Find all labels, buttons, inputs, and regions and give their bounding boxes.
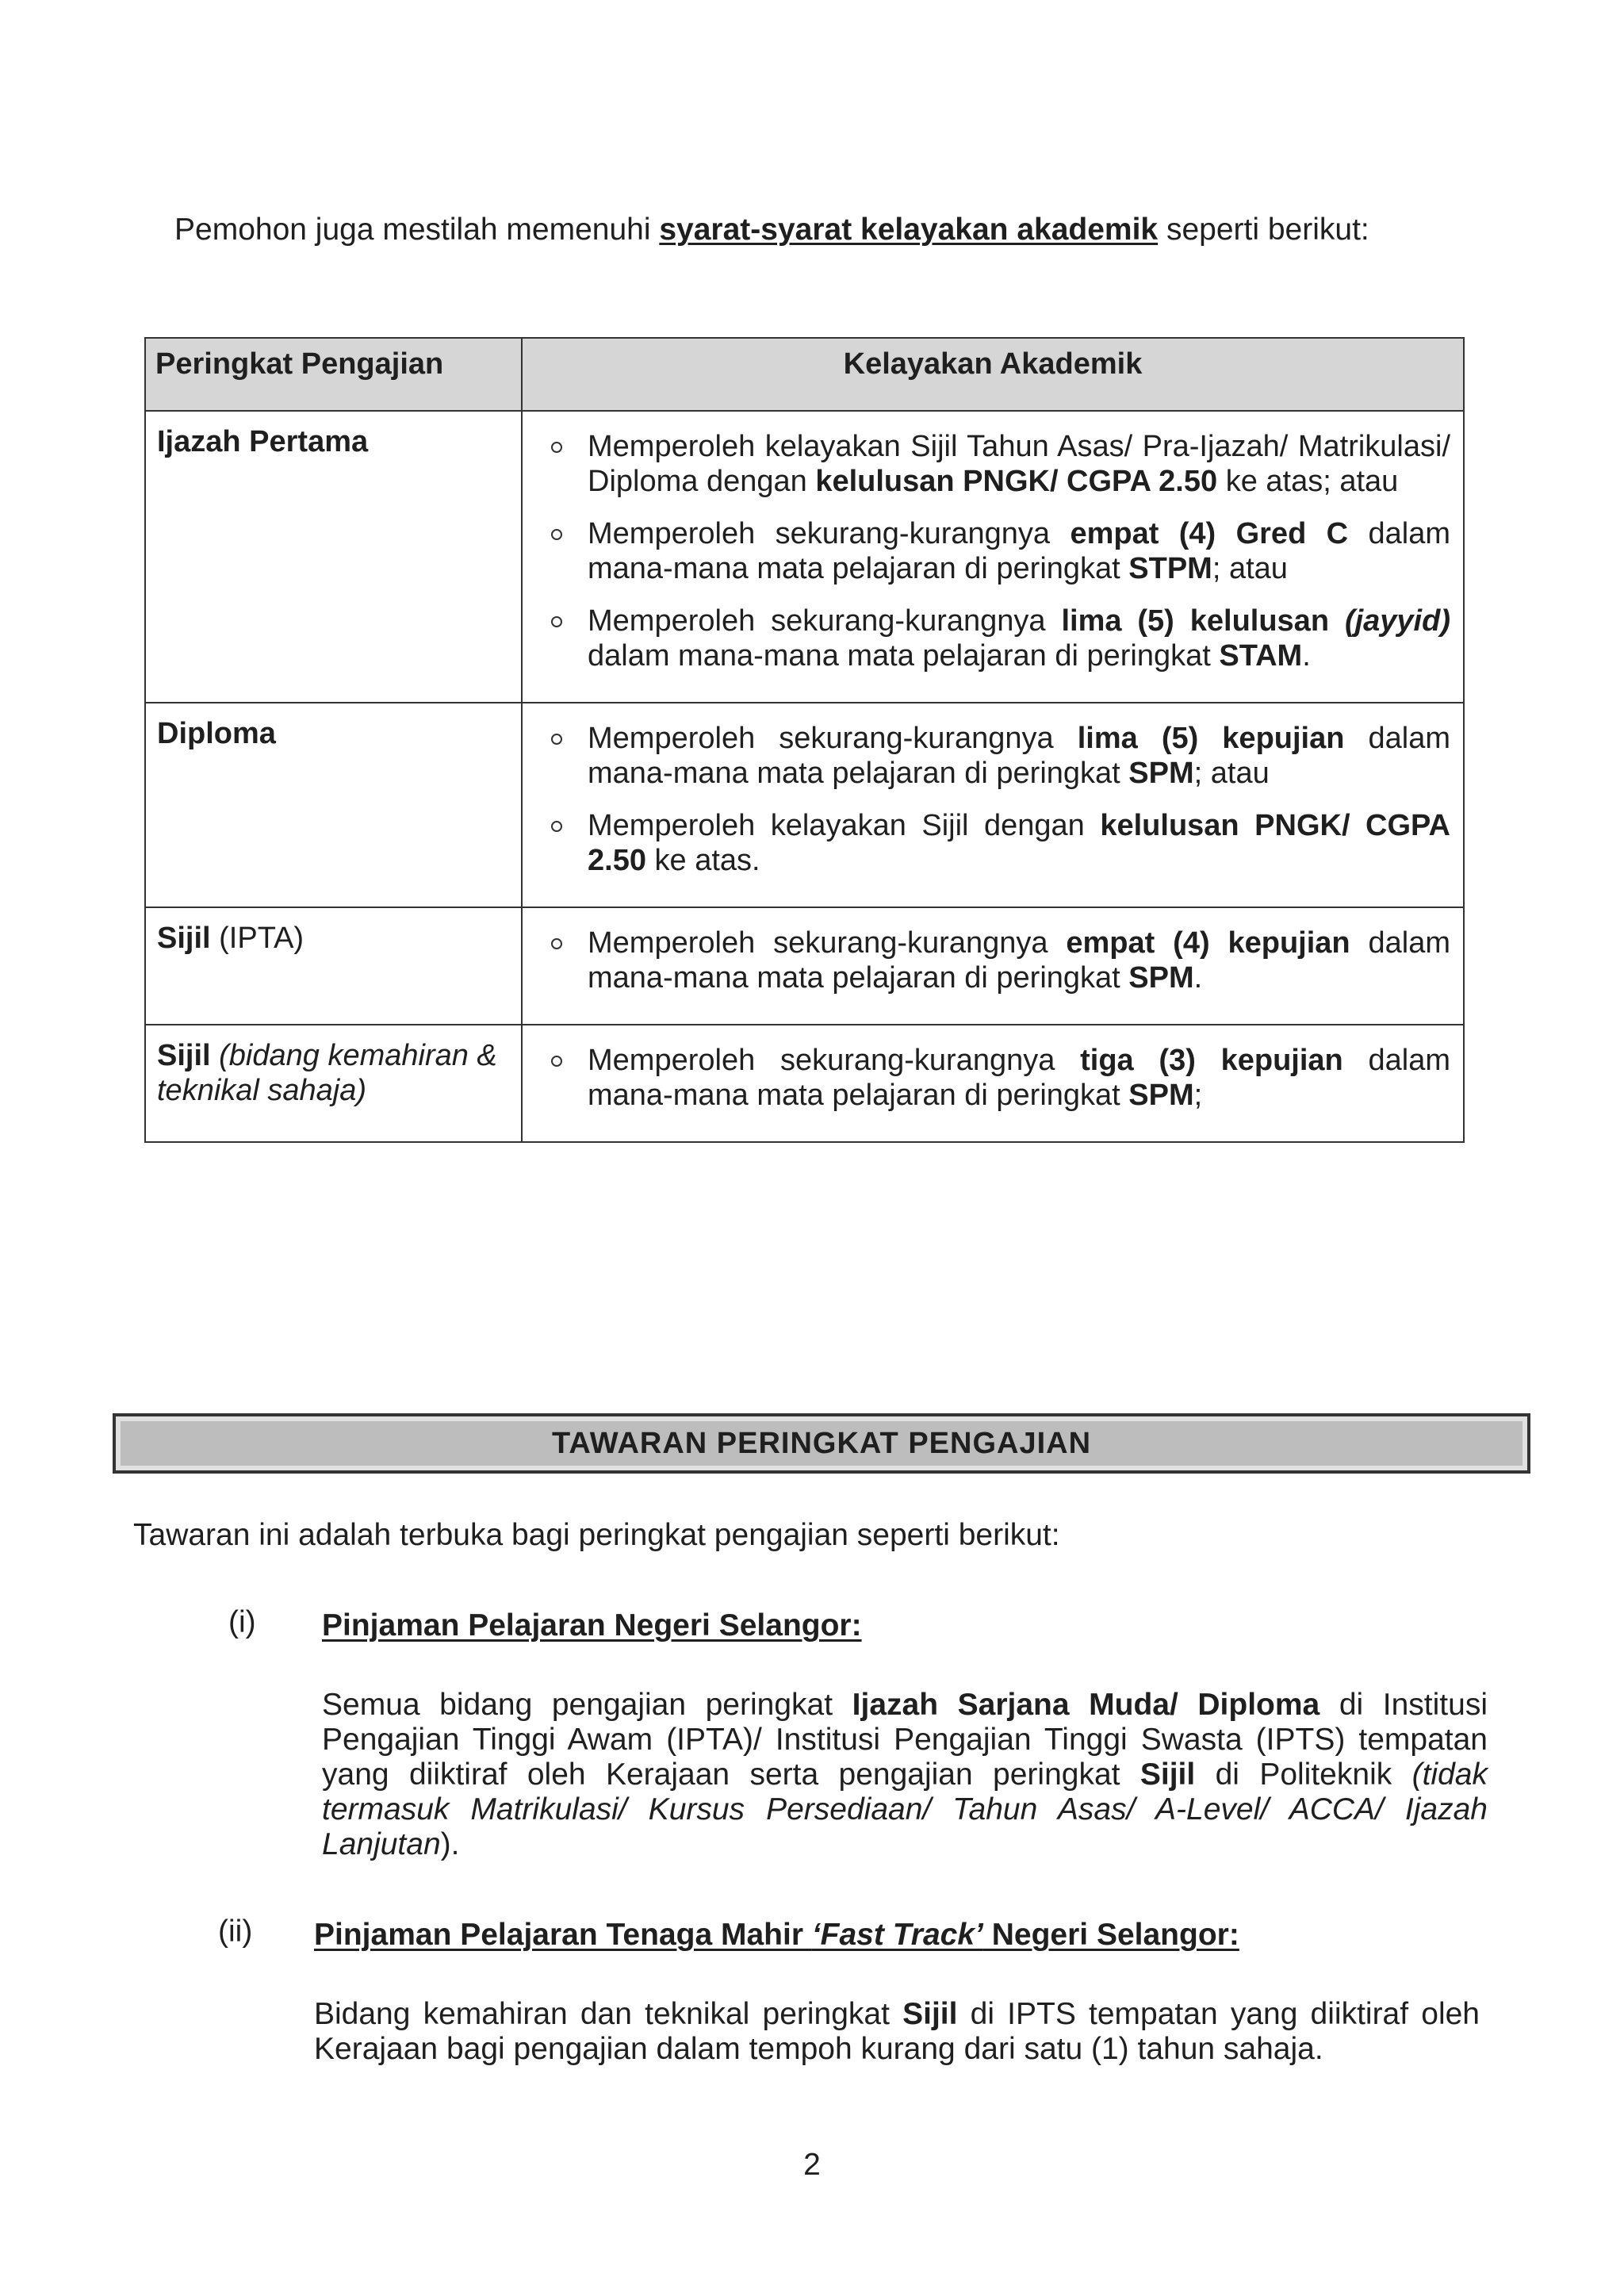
criteria-item: Memperoleh sekurang-kurangnya tiga (3) kepujian dalam mana-mana mata pelajaran di peringkat SPM; — [538, 1043, 1450, 1113]
table-row — [145, 703, 1464, 907]
page-number: 2 — [803, 2148, 821, 2182]
criteria-cell — [522, 703, 1464, 907]
intro-paragraph — [174, 213, 1451, 247]
section-number: (ii) — [218, 1915, 253, 1949]
level-cell: Ijazah Pertama — [145, 411, 522, 703]
section-title: Pinjaman Pelajaran Negeri Selangor: — [322, 1608, 862, 1642]
table-row — [145, 411, 1464, 703]
criteria-item: Memperoleh kelayakan Sijil dengan kelulusan PNGK/ CGPA 2.50 ke atas. — [538, 808, 1450, 878]
level-cell: Sijil (bidang kemahiran & teknikal sahaja) — [145, 1025, 522, 1142]
column-header-level: Peringkat Pengajian — [145, 338, 522, 411]
section-body: Bidang kemahiran dan teknikal peringkat Sijil di IPTS tempatan yang diiktiraf oleh Kerajaan bagi pengajian dalam tempoh kurang dari satu (1) tahun sahaja. — [314, 1997, 1480, 2066]
criteria-item: Memperoleh sekurang-kurangnya lima (5) kepujian dalam mana-mana mata pelajaran di peringkat SPM; atau — [538, 721, 1450, 791]
section-number: (i) — [228, 1605, 256, 1639]
section-banner: TAWARAN PERINGKAT PENGAJIAN — [113, 1413, 1530, 1474]
criteria-cell — [522, 411, 1464, 703]
column-header-qualification: Kelayakan Akademik — [522, 338, 1464, 411]
intro-text-end: seperti berikut: — [1158, 213, 1369, 247]
offer-intro: Tawaran ini adalah terbuka bagi peringkat pengajian seperti berikut: — [133, 1518, 1060, 1552]
criteria-item: Memperoleh sekurang-kurangnya empat (4) Gred C dalam mana-mana mata pelajaran di peringkat STPM; atau — [538, 516, 1450, 586]
table-row — [145, 1025, 1464, 1142]
table-row — [145, 907, 1464, 1025]
table-header-row — [145, 338, 1464, 411]
criteria-cell — [522, 1025, 1464, 1142]
criteria-item: Memperoleh kelayakan Sijil Tahun Asas/ Pra-Ijazah/ Matrikulasi/ Diploma dengan kelulusan PNGK/ CGPA 2.50 ke atas; atau — [538, 429, 1450, 499]
criteria-item: Memperoleh sekurang-kurangnya lima (5) kelulusan (jayyid) dalam mana-mana mata pelajaran di peringkat STAM. — [538, 604, 1450, 673]
level-cell: Diploma — [145, 703, 522, 907]
criteria-cell — [522, 907, 1464, 1025]
intro-emphasis: syarat-syarat kelayakan akademik — [659, 213, 1159, 247]
section-body: Semua bidang pengajian peringkat Ijazah Sarjana Muda/ Diploma di Institusi Pengajian Tinggi Awam (IPTA)/ Institusi Pengajian Tinggi Swasta (IPTS) tempatan yang diiktiraf oleh Kerajaan serta pengajian peringkat Sijil di Politeknik (tidak termasuk Matrikulasi/ Kursus Persediaan/ Tahun Asas/ A-Level/ ACCA/ Ijazah Lanjutan). — [322, 1688, 1488, 1861]
criteria-item: Memperoleh sekurang-kurangnya empat (4) kepujian dalam mana-mana mata pelajaran di peringkat SPM. — [538, 926, 1450, 995]
level-cell: Sijil (IPTA) — [145, 907, 522, 1025]
intro-text: Pemohon juga mestilah memenuhi — [174, 213, 660, 247]
section-title: Pinjaman Pelajaran Tenaga Mahir ‘Fast Track’ Negeri Selangor: — [314, 1918, 1239, 1952]
academic-requirements-table — [144, 337, 1465, 1143]
